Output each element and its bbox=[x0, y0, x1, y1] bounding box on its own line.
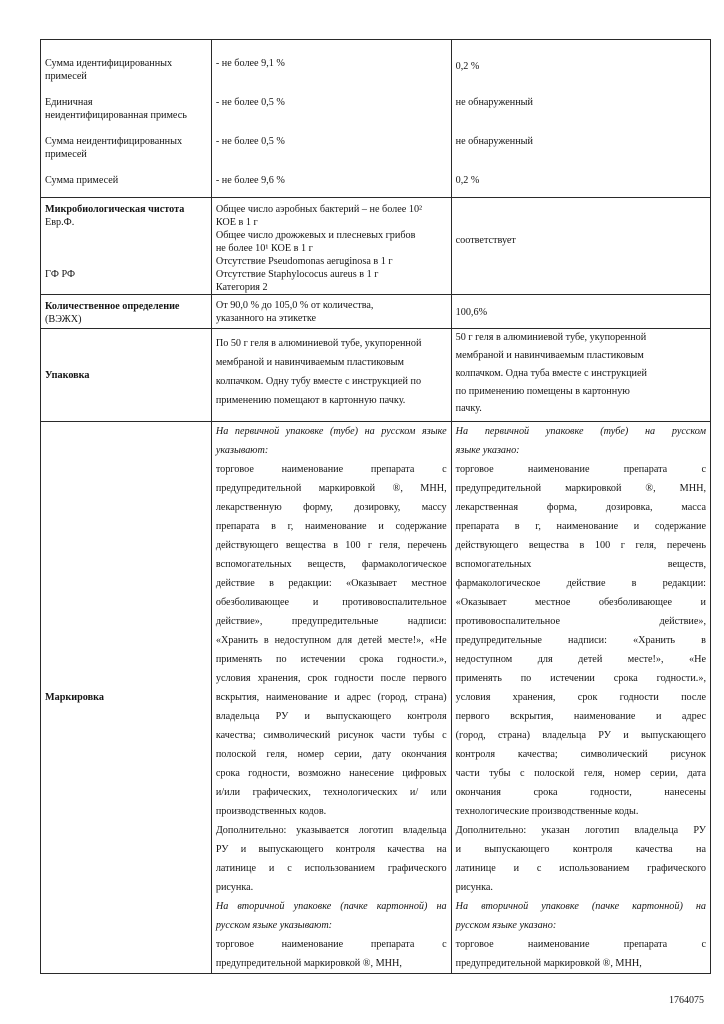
marking-line: и выпускающего контроля качества на bbox=[455, 844, 706, 855]
assay-result: 100,6% bbox=[455, 307, 488, 318]
table-row-marking bbox=[41, 422, 711, 974]
impurities-result-cell bbox=[451, 40, 710, 198]
assay-name-cell bbox=[41, 295, 212, 329]
marking-line: действие в редакции: «Оказывает местное bbox=[215, 578, 447, 589]
impurity-3-name-cont: примесей bbox=[45, 149, 87, 160]
marking-line: указывают: bbox=[215, 445, 269, 456]
micro-norm-cell bbox=[211, 198, 451, 295]
micro-result-cell bbox=[451, 198, 710, 295]
marking-line: предупредительной маркировкой ®, МНН, bbox=[455, 958, 642, 969]
micro-norm-line: Общее число аэробных бактерий – не более 10² bbox=[215, 204, 423, 215]
assay-norm-line: указанного на этикетке bbox=[215, 313, 317, 324]
marking-line: срока годности, возможно нанесение цифровых bbox=[215, 768, 447, 779]
pack-norm-line: применению помещают в картонную пачку. bbox=[215, 395, 406, 406]
micro-name-pharm-ru: ГФ РФ bbox=[45, 269, 76, 280]
impurities-name-cell bbox=[41, 40, 212, 198]
pack-result-line: колпачком. Одна туба вместе с инструкцией bbox=[455, 368, 647, 379]
micro-norm-line: Категория 2 bbox=[215, 282, 268, 293]
marking-line: препарата в г, наименование и содержание bbox=[455, 521, 706, 532]
assay-result-cell bbox=[451, 295, 710, 329]
marking-line: вскрытия, наименование и адрес (город, страна) bbox=[215, 692, 447, 703]
impurity-2-result: не обнаруженный bbox=[455, 97, 533, 108]
impurity-2-name-cont: неидентифицированная примесь bbox=[45, 110, 187, 121]
impurity-1-norm: - не более 9,1 % bbox=[215, 58, 285, 69]
pack-result-line: мембраной и навинчиваемым пластиковым bbox=[455, 350, 644, 361]
impurity-4-name: Сумма примесей bbox=[45, 175, 119, 186]
marking-line: латинице и с использованием графического bbox=[215, 863, 447, 874]
assay-norm-cell bbox=[211, 295, 451, 329]
pack-result-cell bbox=[451, 329, 710, 422]
marking-line: владельца РУ и выпускающего контроля bbox=[215, 711, 447, 722]
marking-line: части тубы с полоской геля, номер серии, дата bbox=[455, 768, 706, 779]
pack-norm-line: По 50 г геля в алюминиевой тубе, укупоренной bbox=[215, 338, 422, 349]
impurity-4-result: 0,2 % bbox=[455, 175, 480, 186]
impurity-2-norm: - не более 0,5 % bbox=[215, 97, 285, 108]
impurity-1-result: 0,2 % bbox=[455, 61, 480, 72]
marking-line: Дополнительно: указан логотип владельца РУ bbox=[455, 825, 706, 836]
marking-line: торговое наименование препарата с bbox=[215, 939, 447, 950]
marking-line: полоской геля, номер серии, дату окончания bbox=[215, 749, 447, 760]
pack-norm-cell bbox=[211, 329, 451, 422]
pack-result-line: пачку. bbox=[455, 403, 482, 414]
marking-norm-cell bbox=[211, 422, 451, 974]
marking-line: На вторичной упаковке (пачке картонной) на bbox=[455, 901, 706, 912]
marking-norm-text bbox=[216, 422, 447, 973]
marking-line: действие», предупредительные надписи: bbox=[215, 616, 447, 627]
page-number: 1764075 bbox=[669, 995, 704, 1006]
marking-line: языке указано: bbox=[455, 445, 520, 456]
micro-norm-line: Отсутствие Pseudomonas aeruginosa в 1 г bbox=[215, 256, 393, 267]
marking-line: условия хранения, срок годности после первого bbox=[215, 673, 447, 684]
impurities-norm-cell bbox=[211, 40, 451, 198]
impurity-3-norm: - не более 0,5 % bbox=[215, 136, 285, 147]
pack-name-cell bbox=[41, 329, 212, 422]
micro-norm-line: не более 10¹ КОЕ в 1 г bbox=[215, 243, 313, 254]
marking-name: Маркировка bbox=[45, 692, 104, 703]
micro-result: соответствует bbox=[455, 235, 516, 246]
impurity-1-name: Сумма идентифицированных bbox=[45, 58, 173, 69]
impurity-2-name: Единичная bbox=[45, 97, 93, 108]
marking-line: На вторичной упаковке (пачке картонной) на bbox=[215, 901, 447, 912]
micro-norm-line: КОЕ в 1 г bbox=[215, 217, 258, 228]
marking-line: контроля качества; символический рисунок bbox=[455, 749, 706, 760]
impurity-4-norm: - не более 9,6 % bbox=[215, 175, 285, 186]
marking-line: обезболивающее и противовоспалительное bbox=[215, 597, 447, 608]
marking-line: производственных кодов. bbox=[215, 806, 327, 817]
marking-line: условия хранения, срок годности после bbox=[455, 692, 706, 703]
marking-line: предупредительные надписи: «Хранить в bbox=[455, 635, 706, 646]
assay-name: Количественное определение bbox=[45, 301, 180, 312]
marking-line: действующего вещества в 100 г геля, перечень bbox=[215, 540, 447, 551]
marking-line: На первичной упаковке (тубе) на русском bbox=[455, 426, 706, 437]
marking-line: русском языке указано: bbox=[455, 920, 557, 931]
impurity-1-name-cont: примесей bbox=[45, 71, 87, 82]
marking-line: первого вскрытия, наименование и адрес bbox=[455, 711, 706, 722]
marking-line: вспомогательных веществ, фармакологическое bbox=[215, 559, 447, 570]
marking-line: действующего вещества в 100 г геля, перечень bbox=[455, 540, 706, 551]
micro-norm-line: Общее число дрожжевых и плесневых грибов bbox=[215, 230, 416, 241]
marking-line: рисунка. bbox=[215, 882, 254, 893]
marking-line: вспомогательных веществ, bbox=[455, 559, 706, 570]
micro-norm-line: Отсутствие Staphylococus aureus в 1 г bbox=[215, 269, 379, 280]
marking-line: РУ и выпускающего контроля качества на bbox=[215, 844, 447, 855]
micro-name-pharm-eu: Евр.Ф. bbox=[45, 217, 75, 228]
marking-line: технологические производственные коды. bbox=[455, 806, 639, 817]
marking-line: торговое наименование препарата с bbox=[215, 464, 447, 475]
marking-result-text bbox=[456, 422, 706, 973]
marking-line: Дополнительно: указывается логотип владельца bbox=[215, 825, 447, 836]
marking-line: латинице и с использованием графического bbox=[455, 863, 706, 874]
table-row-micro bbox=[41, 198, 711, 295]
marking-line: недоступном для детей месте!», «Не bbox=[455, 654, 706, 665]
marking-line: русском языке указывают: bbox=[215, 920, 333, 931]
micro-name-cell bbox=[41, 198, 212, 295]
marking-line: применять по истечении срока годности.», bbox=[215, 654, 447, 665]
marking-line: торговое наименование препарата с bbox=[455, 939, 706, 950]
marking-line: применять по истечении срока годности.», bbox=[455, 673, 706, 684]
impurity-3-result: не обнаруженный bbox=[455, 136, 533, 147]
marking-line: На первичной упаковке (тубе) на русском языке bbox=[215, 426, 447, 437]
marking-line: препарата в г, наименование и содержание bbox=[215, 521, 447, 532]
pack-norm-line: мембраной и навинчиваемым пластиковым bbox=[215, 357, 404, 368]
marking-line: окончания срока годности, нанесены bbox=[455, 787, 706, 798]
marking-line: противовоспалительное действие», bbox=[455, 616, 706, 627]
pack-name: Упаковка bbox=[45, 369, 90, 381]
marking-line: «Оказывает местное обезболивающее и bbox=[455, 597, 706, 608]
marking-line: лекарственная форма, дозировка, масса bbox=[455, 502, 706, 513]
marking-line: «Хранить в недоступном для детей месте!», «Не bbox=[215, 635, 447, 646]
marking-line: (город, страна) владельца РУ и выпускающего bbox=[455, 730, 706, 741]
marking-result-cell bbox=[451, 422, 710, 974]
marking-name-cell bbox=[41, 422, 212, 974]
pack-result-line: по применению помещены в картонную bbox=[455, 386, 630, 397]
marking-line: лекарственную форму, дозировку, массу bbox=[215, 502, 447, 513]
marking-line: качества; символический рисунок части тубы с bbox=[215, 730, 447, 741]
marking-line: предупредительной маркировкой ®, МНН, bbox=[455, 483, 706, 494]
marking-line: фармакологическое действие в редакции: bbox=[455, 578, 706, 589]
impurity-3-name: Сумма неидентифицированных bbox=[45, 136, 183, 147]
pack-result-line: 50 г геля в алюминиевой тубе, укупоренной bbox=[455, 332, 647, 343]
specification-table bbox=[40, 39, 711, 974]
marking-line: предупредительной маркировкой ®, МНН, bbox=[215, 483, 447, 494]
marking-line: и/или графических, технологических и/ или bbox=[215, 787, 447, 798]
marking-line: рисунка. bbox=[455, 882, 493, 893]
assay-method: (ВЭЖХ) bbox=[45, 314, 82, 325]
marking-line: торговое наименование препарата с bbox=[455, 464, 706, 475]
table-row-assay bbox=[41, 295, 711, 329]
pack-norm-line: колпачком. Одну тубу вместе с инструкцией по bbox=[215, 376, 422, 387]
table-row-packaging bbox=[41, 329, 711, 422]
table-row-impurities bbox=[41, 40, 711, 198]
assay-norm-line: От 90,0 % до 105,0 % от количества, bbox=[215, 300, 374, 311]
marking-line: предупредительной маркировкой ®, МНН, bbox=[215, 958, 402, 969]
micro-name: Микробиологическая чистота bbox=[45, 204, 185, 215]
